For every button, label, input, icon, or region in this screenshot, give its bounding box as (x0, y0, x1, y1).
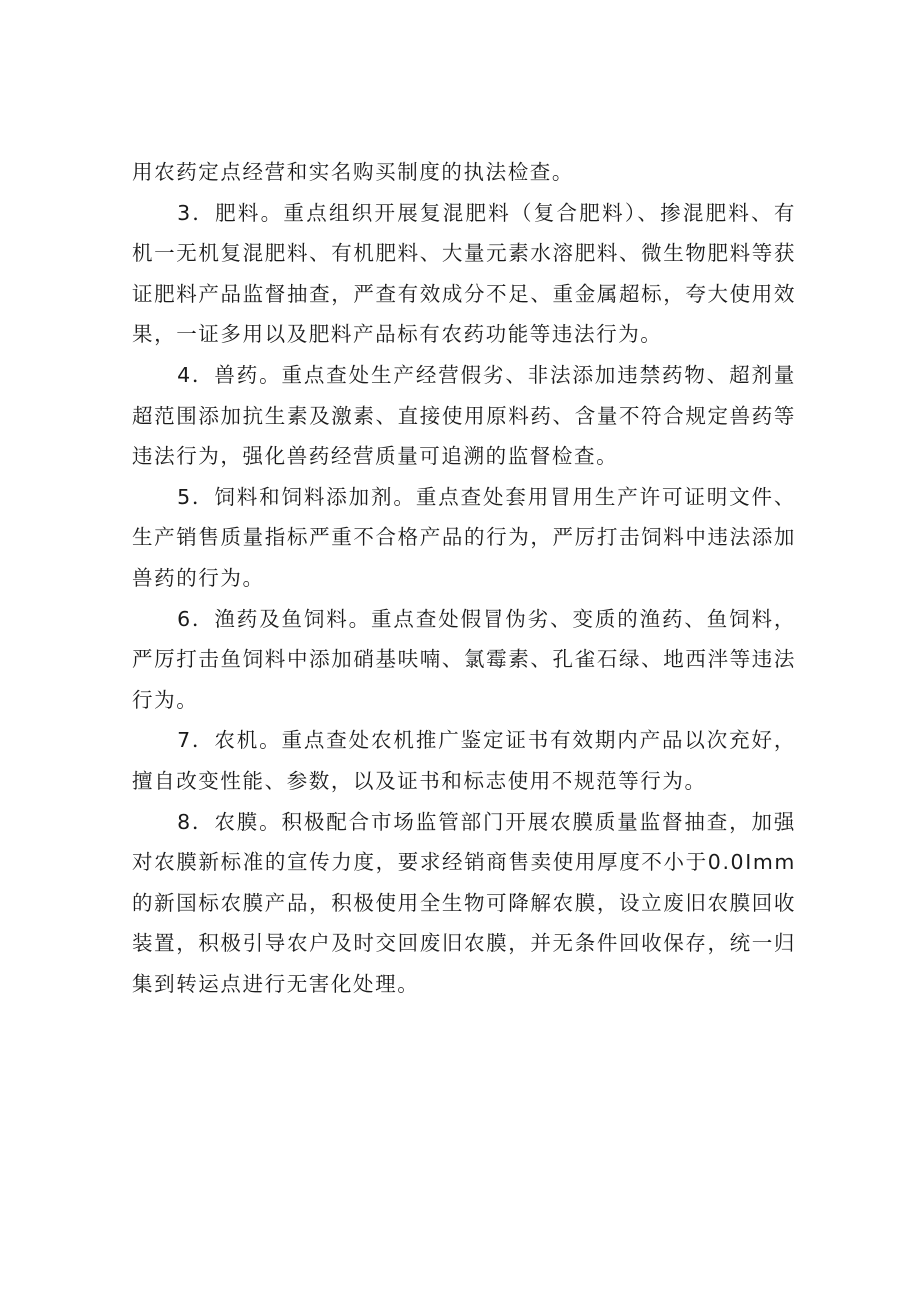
paragraph-continuation: 用农药定点经营和实名购买制度的执法检查。 (132, 160, 574, 184)
paragraph-agricultural-machinery: 7．农机。重点查处农机推广鉴定证书有效期内产品以次充好，擅自改变性能、参数，以及证书和标志使用不规范等行为。 (132, 728, 796, 793)
paragraph-fishery-drugs: 6．渔药及鱼饲料。重点查处假冒伪劣、变质的渔药、鱼饲料，严厉打击鱼饲料中添加硝基呋喃、氯霉素、孔雀石绿、地西泮等违法行为。 (132, 606, 796, 712)
paragraph-feed: 5．饲料和饲料添加剂。重点查处套用冒用生产许可证明文件、生产销售质量指标严重不合格产品的行为，严厉打击饲料中违法添加兽药的行为。 (132, 484, 796, 590)
paragraph-agricultural-film: 8．农膜。积极配合市场监管部门开展农膜质量监督抽查，加强对农膜新标准的宣传力度，要求经销商售卖使用厚度不小于0.0Imm的新国标农膜产品，积极使用全生物可降解农膜，设立废旧农膜回收装置，积极引导农户及时交回废旧农膜，并无条件回收保存，统一归集到转运点进行无害化处理。 (132, 809, 796, 996)
document-body (132, 152, 796, 1004)
paragraph-fertilizer: 3．肥料。重点组织开展复混肥料（复合肥料）、掺混肥料、有机一无机复混肥料、有机肥料、大量元素水溶肥料、微生物肥料等获证肥料产品监督抽查，严查有效成分不足、重金属超标，夸大使用效果，一证多用以及肥料产品标有农药功能等违法行为。 (132, 200, 796, 347)
paragraph-veterinary-drugs: 4．兽药。重点查处生产经营假劣、非法添加违禁药物、超剂量超范围添加抗生素及激素、直接使用原料药、含量不符合规定兽药等违法行为，强化兽药经营质量可追溯的监督检查。 (132, 362, 796, 469)
